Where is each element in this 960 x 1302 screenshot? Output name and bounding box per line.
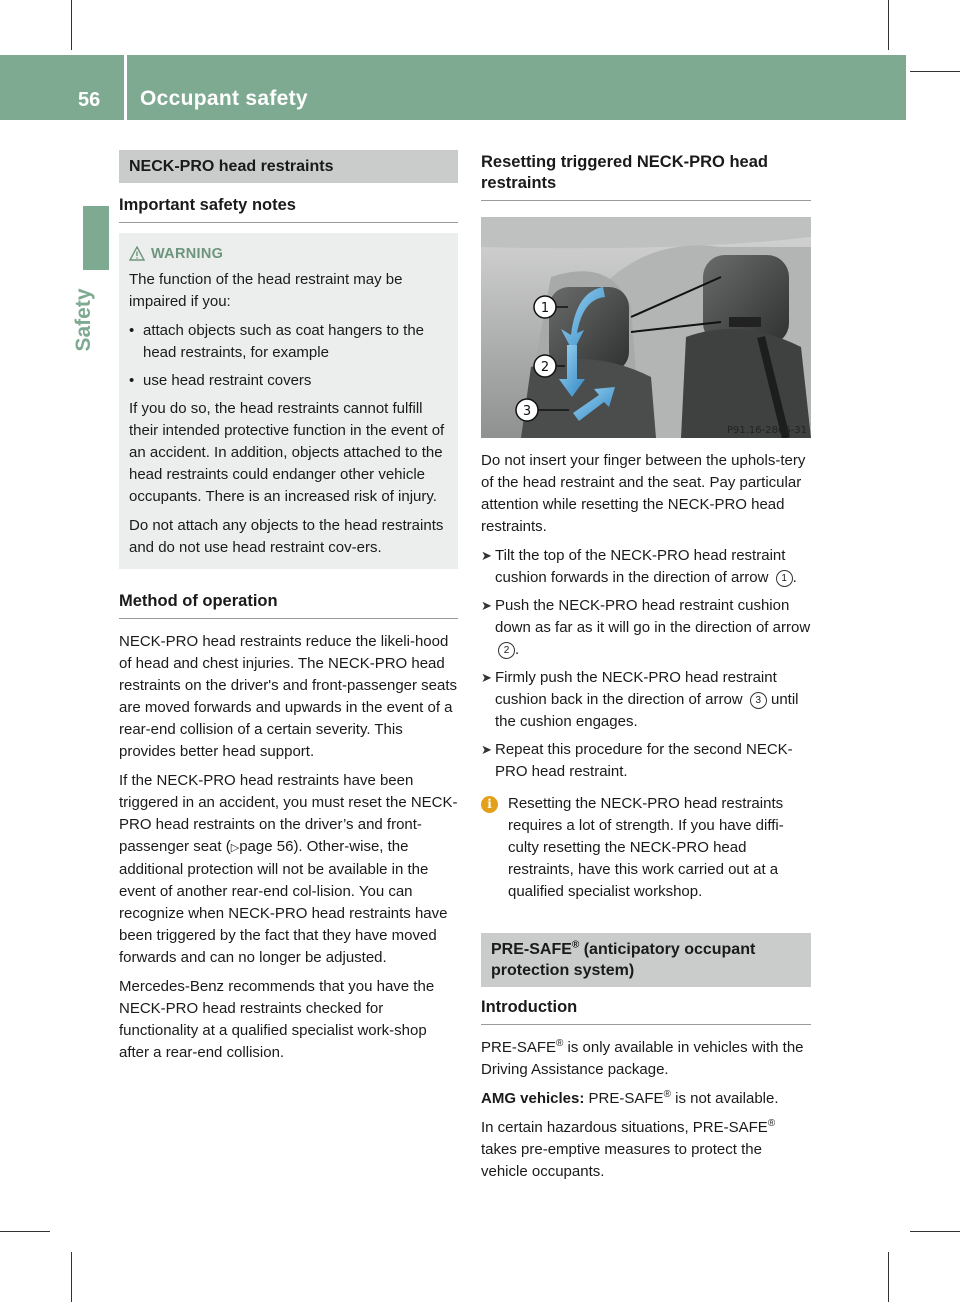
registered-mark: ® — [663, 1089, 671, 1100]
step-text: Firmly push the NECK-PRO head restraint cushion back in the direction of arrow — [495, 669, 777, 708]
step-text: Repeat this procedure for the second NECK-PRO head restraint. — [495, 741, 793, 780]
chapter-title: Occupant safety — [140, 87, 308, 110]
step-arrow-icon: ➤ — [481, 742, 492, 757]
step-end: until the cushion engages. — [495, 691, 799, 730]
amg-label: AMG vehicles: — [481, 1090, 585, 1107]
paragraph: Do not insert your finger between the uphols-tery of the head restraint and the seat. Pay particular attention while resetting the NECK-PRO head restraints. — [481, 452, 806, 535]
crop-mark — [888, 1252, 889, 1302]
info-icon: i — [481, 796, 498, 813]
paragraph-text: is not available. — [670, 1090, 779, 1107]
paragraph-text: PRE-SAFE — [584, 1090, 664, 1107]
subhead-safety-notes: Important safety notes — [119, 195, 458, 223]
side-tab-label: Safety — [72, 288, 95, 352]
warning-box — [119, 233, 458, 569]
side-tab — [83, 206, 109, 270]
crop-mark — [888, 0, 889, 50]
step — [481, 595, 811, 661]
header-divider — [124, 55, 127, 120]
crop-mark — [71, 1252, 72, 1302]
crop-mark — [910, 71, 960, 72]
headrest-illustration — [481, 217, 811, 438]
paragraph — [481, 1117, 811, 1183]
step-text: Tilt the top of the NECK-PRO head restraint cushion forwards in the direction of arrow — [495, 547, 786, 586]
paragraph — [481, 1037, 811, 1081]
left-column — [119, 150, 458, 1071]
warning-paragraph: If you do so, the head restraints cannot fulfill their intended protective function in the event of an accident. In addition, objects attached to the head restraints could endanger other vehicle occupants. There is an increased risk of injury. — [129, 400, 445, 505]
step-ref-number: 2 — [498, 642, 515, 659]
paragraph-text: PRE-SAFE — [481, 1039, 557, 1056]
section-title-text: PRE-SAFE — [491, 941, 572, 958]
page-ref-link[interactable]: page 56 — [239, 838, 294, 855]
warning-intro: The function of the head restraint may be impaired if you: — [129, 271, 403, 310]
step — [481, 545, 811, 589]
paragraph-text: If the NECK-PRO head restraints have been triggered in an accident, you must reset the NECK-PRO head restraints on the driver’s and front-passenger seat ( — [119, 772, 458, 855]
registered-mark: ® — [571, 939, 580, 951]
figure-code: P91.16-2866-31 — [726, 425, 807, 436]
step-end: . — [792, 569, 797, 586]
warning-icon — [129, 246, 145, 261]
warning-paragraph: Do not attach any objects to the head restraints and do not use head restraint cov-ers. — [129, 517, 444, 556]
step-ref-number: 3 — [750, 692, 767, 709]
paragraph-text: ). Other-wise, the additional protection will not be available in the event of another rear-end col-lision. You can recognize when NECK-PRO head restraints have been triggered by the fact that they have moved forwards and can no longer be adjusted. — [119, 838, 448, 966]
header-bar — [0, 55, 906, 120]
warning-bullet: • use head restraint covers — [129, 370, 448, 392]
crop-mark — [910, 1231, 960, 1232]
crop-mark — [71, 0, 72, 50]
step-end: . — [515, 641, 520, 658]
step-ref-number: 1 — [776, 570, 793, 587]
paragraph — [119, 770, 458, 969]
paragraph — [481, 1088, 811, 1110]
warning-title-text: WARNING — [151, 246, 224, 262]
page-ref-arrow-icon: ▷ — [230, 842, 240, 854]
section-title-text: (anticipatory occupant protection system) — [491, 941, 756, 979]
right-column — [481, 150, 811, 1190]
svg-text:2: 2 — [540, 360, 550, 375]
step-arrow-icon: ➤ — [481, 598, 492, 613]
warning-bullet: • attach objects such as coat hangers to the head restraints, for example — [129, 320, 448, 364]
step-arrow-icon: ➤ — [481, 670, 492, 685]
subhead-method: Method of operation — [119, 591, 458, 619]
headrest-figure — [481, 217, 811, 438]
section-title-neck-pro: NECK-PRO head restraints — [119, 150, 458, 183]
crop-mark — [0, 1231, 50, 1232]
svg-text:1: 1 — [540, 301, 550, 316]
step — [481, 667, 811, 733]
page-number: 56 — [78, 89, 101, 111]
info-note — [481, 793, 811, 903]
paragraph: NECK-PRO head restraints reduce the likeli-hood of head and chest injuries. The NECK-PRO head restraints on the driver's and front-passenger seats are moved forwards and upwards in the event of a rear-end collision of a certain severity. This provides better head support. — [119, 633, 458, 760]
info-text: Resetting the NECK-PRO head restraints requires a lot of strength. If you have diffi-culty resetting the NECK-PRO head restraints, have this work carried out at a qualified specialist workshop. — [508, 795, 784, 900]
subhead-introduction: Introduction — [481, 997, 811, 1025]
warning-title — [129, 243, 448, 265]
registered-mark: ® — [767, 1118, 776, 1129]
registered-mark: ® — [556, 1038, 564, 1049]
step-arrow-icon: ➤ — [481, 548, 492, 563]
step — [481, 739, 811, 783]
section-title-pre-safe — [481, 933, 811, 987]
step-text: Push the NECK-PRO head restraint cushion down as far as it will go in the direction of arrow — [495, 597, 811, 636]
svg-text:3: 3 — [522, 404, 532, 419]
paragraph-text: In certain hazardous situations, PRE-SAFE — [481, 1119, 768, 1136]
paragraph: Mercedes-Benz recommends that you have the NECK-PRO head restraints checked for functionality at a qualified specialist work-shop after a rear-end collision. — [119, 978, 435, 1061]
subhead-resetting: Resetting triggered NECK-PRO head restraints — [481, 152, 811, 201]
paragraph-text: takes pre-emptive measures to protect the vehicle occupants. — [481, 1141, 762, 1180]
paragraph-text: is only available in vehicles with the Driving Assistance package. — [481, 1039, 804, 1078]
